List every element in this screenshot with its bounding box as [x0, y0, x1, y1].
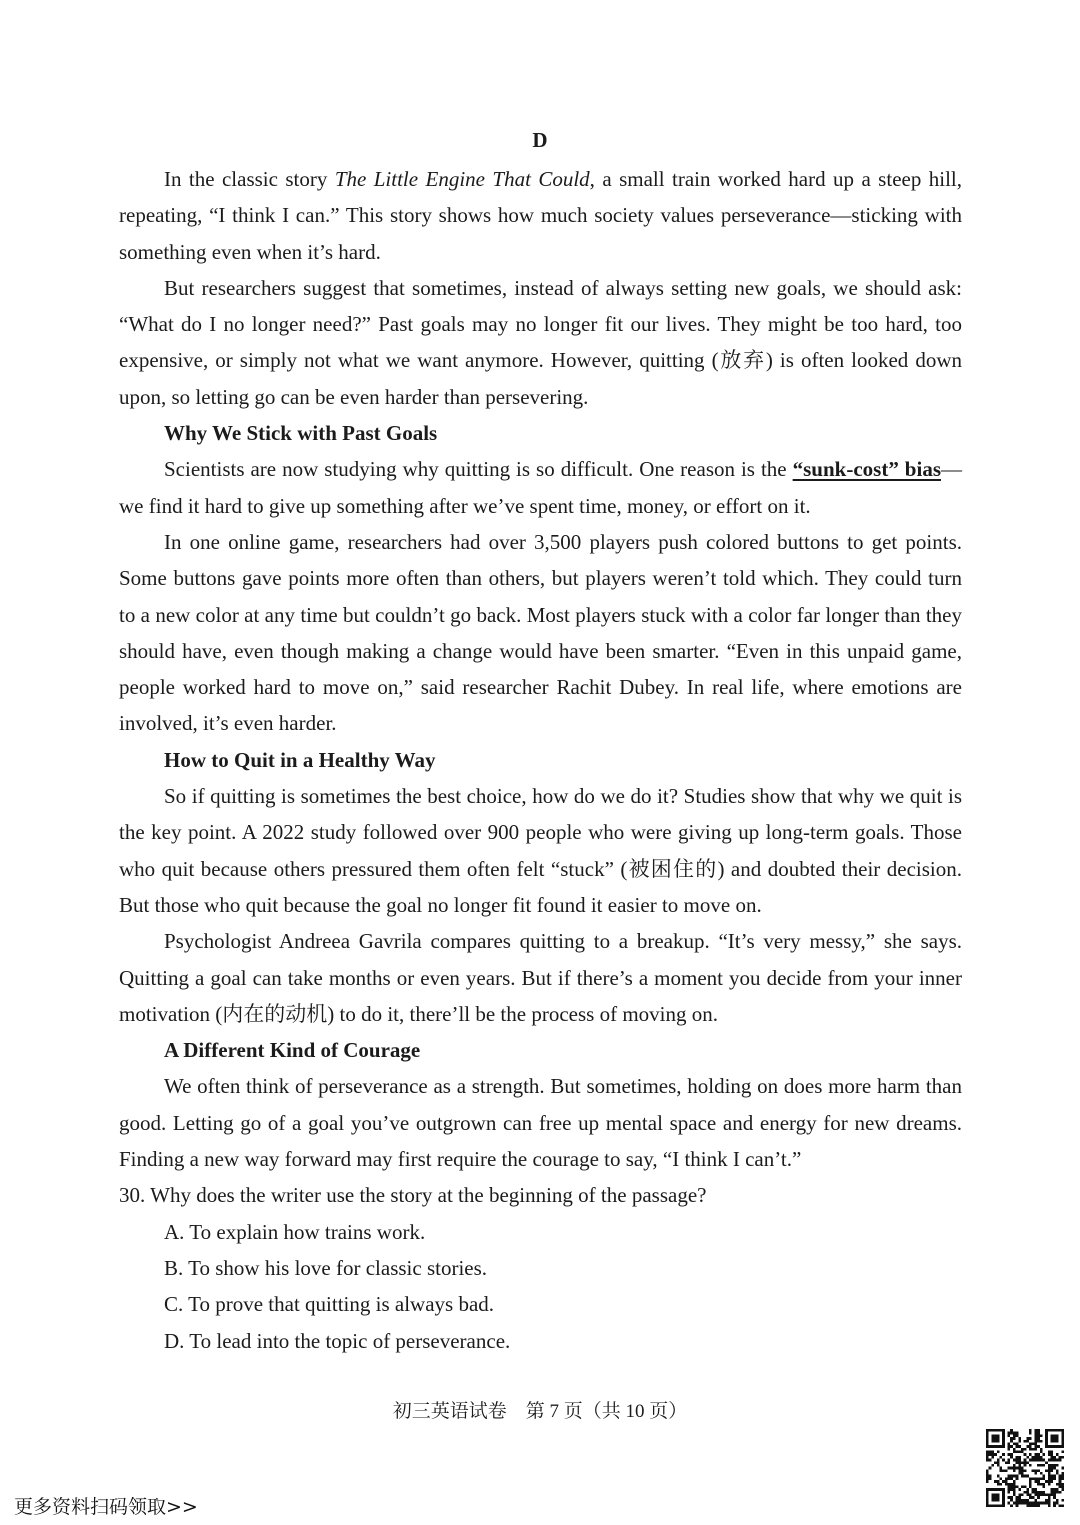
promo-text[interactable]: 更多资料扫码领取>> [14, 1496, 198, 1518]
subheading-courage: A Different Kind of Courage [164, 1038, 421, 1063]
paragraph-7: We often think of perseverance as a strength. But sometimes, holding on does more harm than good. Letting go of a goal you’ve outgrown can free up mental space and energy for new dreams. Finding a new way forward may first require the courage to say, “I think I can’t.” [119, 1074, 962, 1172]
qr-code-icon[interactable] [986, 1429, 1064, 1507]
section-heading: D [532, 128, 548, 152]
answer-options [119, 1214, 962, 1359]
paragraph-6: Psychologist Andreea Gavrila compares quitting to a breakup. “It’s very messy,” she says. Quitting a goal can take months or even years. But if there’s a moment you decide from your inner motivation (内在的动机) to do it, there’ll be the process of moving on. [119, 929, 962, 1026]
passage [119, 161, 962, 1359]
subheading-how-to-quit: How to Quit in a Healthy Way [164, 747, 436, 772]
option-d[interactable]: D. To lead into the topic of perseverance. [164, 1328, 511, 1353]
page-footer: 初三英语试卷 第 7 页（共 10 页） [392, 1401, 688, 1422]
paragraph-1 [119, 161, 962, 270]
option-c[interactable]: C. To prove that quitting is always bad. [164, 1292, 495, 1317]
option-a[interactable]: A. To explain how trains work. [164, 1219, 426, 1244]
paragraph-4: In one online game, researchers had over 3,500 players push colored buttons to get points. Some buttons gave points more often than others, but players weren’t told which. They could turn to a new color at any time but couldn’t go back. Most players stuck with a color far longer than they should have, even though making a change would have been smarter. “Even in this unpaid game, people worked hard to move on,” said researcher Rachit Dubey. In real life, where emotions are involved, it’s even harder. [119, 529, 962, 736]
paragraph-3-text-b: —we find it hard to give up something after we’ve spent time, money, or effort on it. [119, 457, 962, 518]
paragraph-3 [119, 451, 962, 524]
paragraph-1-text-b: , a small train worked hard up a steep hill, repeating, “I think I can.” This story shows how much society values perseverance—sticking with something even when it’s hard. [119, 167, 963, 264]
paragraph-5: So if quitting is sometimes the best choice, how do we do it? Studies show that why we quit is the key point. A 2022 study followed over 900 people who were giving up long-term goals. Those who quit because others pressured them often felt “stuck” (被困住的) and doubted their decision. But those who quit because the goal no longer fit found it easier to move on. [119, 784, 962, 917]
subheading-why-we-stick: Why We Stick with Past Goals [164, 421, 438, 446]
paragraph-2: But researchers suggest that sometimes, instead of always setting new goals, we should ask: “What do I no longer need?” Past goals may no longer fit our lives. They might be too hard, too expensive, or simply not what we want anymore. However, quitting (放弃) is often looked down upon, so letting go can be even harder than persevering. [119, 275, 962, 409]
story-title: The Little Engine That Could [334, 167, 590, 191]
paragraph-3-text-a: Scientists are now studying why quitting is so difficult. One reason is the [164, 457, 793, 482]
paragraph-1-text-a: In the classic story [164, 167, 335, 191]
sunk-cost-keyword: “sunk-cost” bias [792, 457, 941, 482]
option-b[interactable]: B. To show his love for classic stories. [164, 1255, 488, 1280]
question-30: 30. Why does the writer use the story at the beginning of the passage? [119, 1183, 707, 1208]
